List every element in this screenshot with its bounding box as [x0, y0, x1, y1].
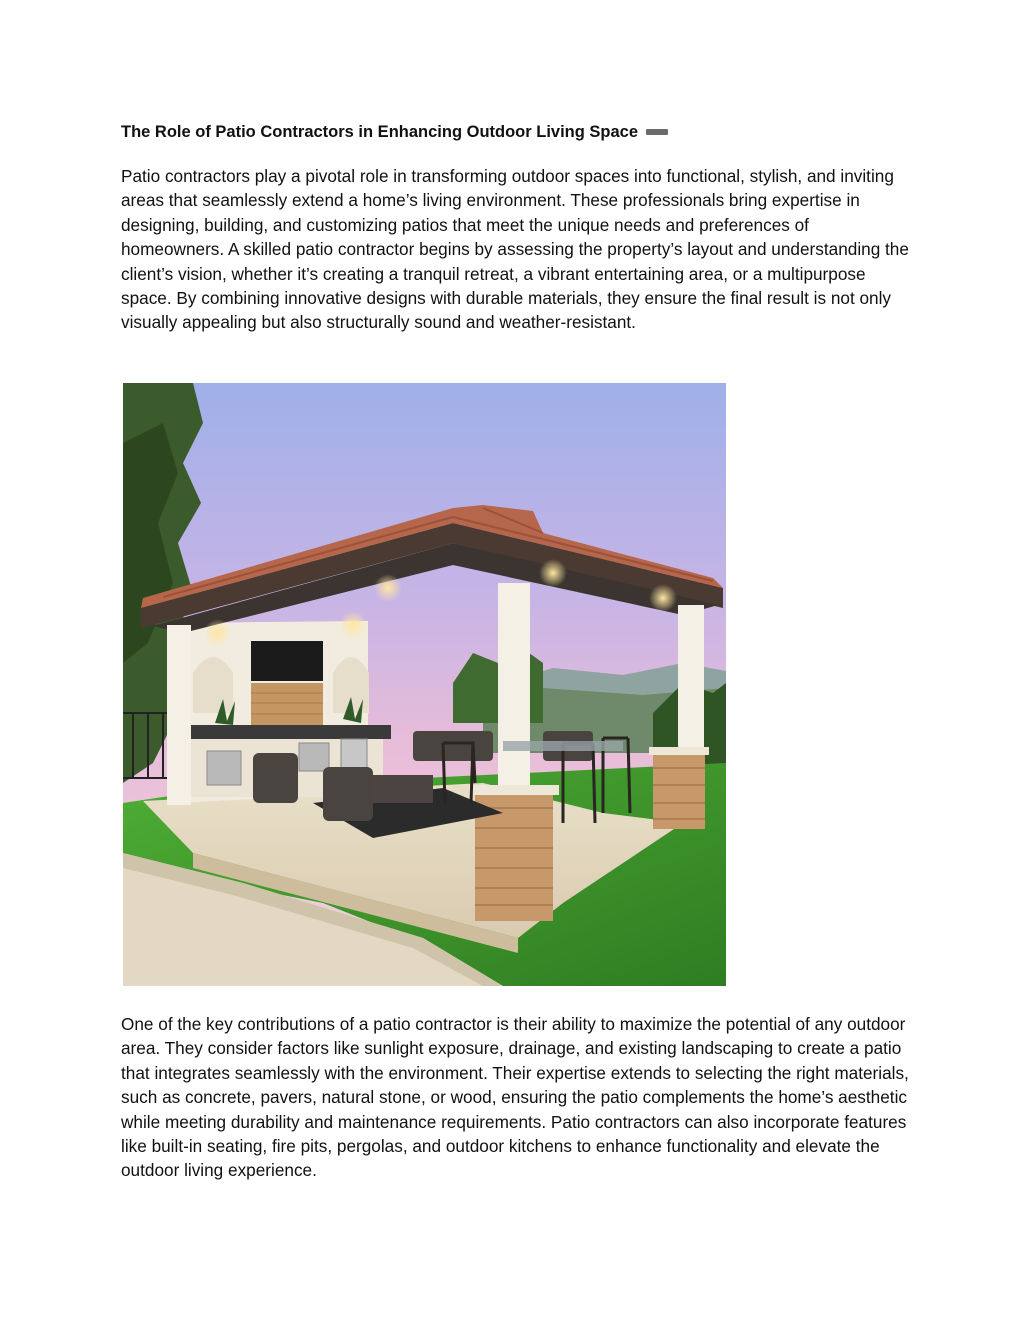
- article-paragraph-1: Patio contractors play a pivotal role in transforming outdoor spaces into functional, stylish, and inviting areas that seamlessly extend a home’s living environment. These professionals bring expertise in designing, building, and customizing patios that meet the unique needs and preferences of homeowners. A skilled patio contractor begins by assessing the property’s layout and understanding the client’s vision, whether it’s creating a tranquil retreat, a vibrant entertaining area, or a multipurpose space. By combining innovative designs with durable materials, they ensure the final result is not only visually appealing but also structurally sound and weather-resistant.: [121, 166, 909, 333]
- article-paragraph-2: One of the key contributions of a patio contractor is their ability to maximize the potential of any outdoor area. They consider factors like sunlight exposure, drainage, and existing landscaping to create a patio that integrates seamlessly with the environment. Their expertise extends to selecting the right materials, such as concrete, pavers, natural stone, or wood, ensuring the patio complements the home’s aesthetic while meeting durability and maintenance requirements. Patio contractors can also incorporate features like built-in seating, fire pits, pergolas, and outdoor kitchens to enhance functionality and elevate the outdoor living experience.: [121, 1014, 909, 1181]
- heavy-minus-icon: [646, 129, 668, 135]
- article-title: [121, 121, 911, 143]
- patio-photo: [123, 383, 726, 986]
- article-title-text: The Role of Patio Contractors in Enhancing Outdoor Living Space: [121, 123, 639, 141]
